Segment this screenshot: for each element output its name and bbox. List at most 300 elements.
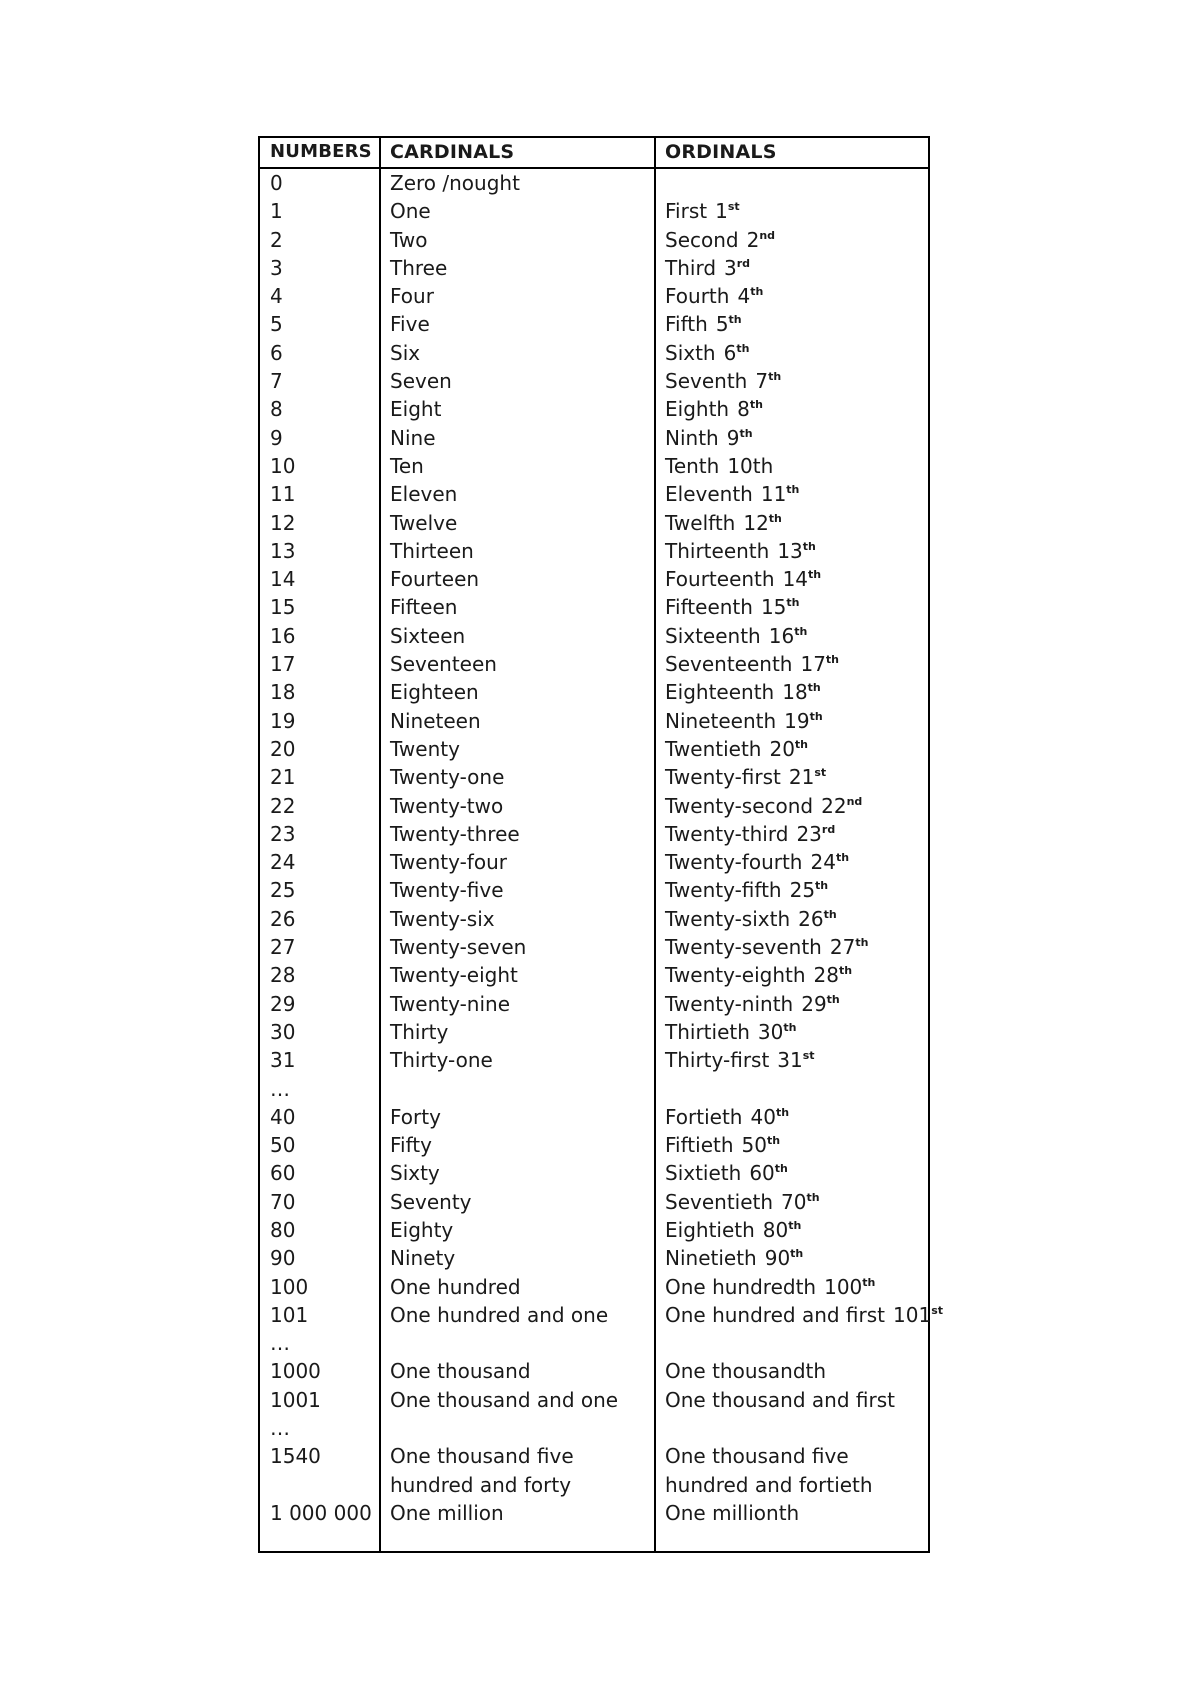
ordinal-cell (665, 197, 740, 225)
ordinal-word: Sixth (665, 340, 716, 365)
cardinal-cell: Twenty-nine (390, 991, 510, 1016)
number-cell: 1 000 000 (270, 1500, 372, 1525)
table-row (260, 395, 928, 423)
number-cell: 20 (270, 736, 296, 761)
number-cell: 40 (270, 1104, 296, 1129)
ordinal-word: One hundred and first (665, 1302, 886, 1327)
ordinal-abbrev-number: 27 (829, 935, 856, 960)
ordinal-abbrev-number: 23 (796, 821, 822, 846)
number-cell: 15 (270, 595, 296, 620)
number-cell: 21 (270, 765, 296, 790)
ordinal-abbrev-number: 80 (762, 1217, 789, 1242)
ordinal-suffix: th (739, 426, 753, 440)
table-row (260, 424, 928, 452)
table-row (260, 820, 928, 848)
ordinal-cell (665, 905, 837, 933)
ordinal-suffix: th (806, 1190, 820, 1204)
cardinal-cell: Three (390, 255, 448, 280)
ordinal-suffix: th (808, 568, 822, 582)
cardinal-cell: Eighty (390, 1217, 454, 1242)
ordinal-abbrev (749, 1161, 788, 1185)
ordinal-abbrev-number: 12 (743, 510, 769, 535)
ordinal-abbrev (747, 228, 775, 252)
table-row (260, 961, 928, 989)
ordinal-word: Ninth (665, 425, 719, 450)
ordinal-abbrev (737, 397, 763, 421)
cardinal-cell: Eight (390, 397, 442, 422)
ordinal-word: Ninetieth (665, 1246, 757, 1271)
cardinal-cell: Seven (390, 369, 452, 394)
number-cell: 1 (270, 199, 283, 224)
ordinal-word: One hundredth (665, 1274, 817, 1299)
ordinal-cell (665, 480, 799, 508)
number-cell: 101 (270, 1302, 309, 1327)
ordinal-cell (665, 1301, 943, 1329)
ordinal-cell (665, 1386, 895, 1414)
ordinal-abbrev (724, 341, 750, 365)
table-row (260, 537, 928, 565)
ordinal-abbrev (810, 850, 849, 874)
ordinal-abbrev (743, 511, 782, 535)
ordinal-word: Second (665, 227, 739, 252)
table-row (260, 452, 928, 480)
ordinal-word: Twenty-ninth (665, 991, 794, 1016)
number-cell: 3 (270, 255, 283, 280)
header-ordinals: ORDINALS (665, 141, 777, 163)
cardinal-cell: Two (390, 227, 428, 252)
table-row (260, 876, 928, 904)
ordinal-abbrev-number: 40 (750, 1104, 776, 1129)
number-cell: 29 (270, 991, 296, 1016)
ordinal-word: Eightieth (665, 1217, 755, 1242)
table-row (260, 593, 928, 621)
ordinal-abbrev-number: 4 (737, 284, 751, 309)
number-cell: 6 (270, 340, 283, 365)
ordinal-cell (665, 310, 742, 338)
ordinal-abbrev (777, 1048, 814, 1072)
ordinal-cell (665, 1273, 875, 1301)
table-row (260, 933, 928, 961)
ordinal-word: Sixteenth (665, 623, 761, 648)
ordinal-word: Eighteenth (665, 680, 775, 705)
table-row (260, 763, 928, 791)
cardinal-cell: Seventeen (390, 652, 497, 677)
ordinal-word: Seventh (665, 369, 748, 394)
ordinal-abbrev-number: 6 (723, 340, 737, 365)
ordinal-word: First (665, 199, 708, 224)
cardinal-cell: Twenty-three (390, 821, 520, 846)
ordinal-suffix: th (775, 1105, 790, 1119)
cardinal-cell: One hundred and one (390, 1302, 609, 1327)
number-cell: … (270, 1416, 290, 1441)
table-row (260, 565, 928, 593)
number-cell: 14 (270, 567, 296, 592)
ordinal-cell (665, 1357, 826, 1385)
ordinal-word: Sixtieth (665, 1161, 742, 1186)
number-cell: 30 (270, 1019, 296, 1044)
ordinal-suffix: th (794, 624, 808, 638)
cardinal-cell: Eleven (390, 482, 458, 507)
ordinal-cell (665, 282, 763, 310)
ordinal-abbrev (800, 652, 839, 676)
cardinal-cell: Ten (390, 453, 424, 478)
ordinal-cell (665, 820, 835, 848)
ordinal-word: Eighth (665, 397, 730, 422)
ordinal-abbrev-number: 15 (760, 595, 787, 620)
ordinal-cell (665, 622, 807, 650)
ordinal-cell (665, 1188, 820, 1216)
table-row (260, 1414, 928, 1442)
ordinal-word: Eleventh (665, 482, 753, 507)
header-cardinals: CARDINALS (390, 141, 515, 163)
ordinal-cell (665, 1499, 799, 1527)
ordinal-cell (665, 961, 852, 989)
number-cell: 90 (270, 1246, 296, 1271)
ordinal-cell (665, 254, 750, 282)
cardinal-cell: Four (390, 284, 434, 309)
ordinal-abbrev (763, 1218, 802, 1242)
table-row (260, 1103, 928, 1131)
ordinal-abbrev-number: 7 (755, 369, 769, 394)
number-cell: 23 (270, 821, 296, 846)
ordinal-abbrev-number: 60 (749, 1161, 775, 1186)
ordinal-abbrev (727, 426, 753, 450)
table-row (260, 1131, 928, 1159)
cardinal-cell: Twenty-six (390, 906, 495, 931)
ordinal-cell (665, 593, 800, 621)
table-row (260, 1357, 928, 1385)
ordinal-cell (665, 1244, 803, 1272)
ordinal-abbrev (724, 256, 750, 280)
ordinal-abbrev-number: 8 (737, 397, 750, 422)
number-cell: 8 (270, 397, 283, 422)
ordinal-suffix: th (790, 1247, 804, 1261)
cardinal-cell: Forty (390, 1104, 441, 1129)
cardinal-cell: Twenty-eight (390, 963, 518, 988)
ordinal-cell (665, 1018, 796, 1046)
ordinal-word: Thirteenth (665, 538, 770, 563)
table-row (260, 848, 928, 876)
ordinal-abbrev-number: 28 (813, 963, 839, 988)
ordinal-abbrev (755, 369, 781, 393)
cardinal-cell: Six (390, 340, 421, 365)
ordinal-abbrev (737, 284, 763, 308)
ordinal-suffix: th (736, 341, 750, 355)
ordinal-abbrev-number: 21 (788, 765, 815, 790)
number-cell: 80 (270, 1217, 296, 1242)
table-row (260, 282, 928, 310)
ordinal-abbrev-number: 100 (824, 1274, 863, 1299)
ordinal-abbrev (783, 567, 822, 591)
ordinal-cell (665, 395, 763, 423)
ordinal-word: One millionth (665, 1500, 800, 1525)
ordinal-abbrev (814, 963, 853, 987)
number-cell: 26 (270, 906, 296, 931)
table-row (260, 905, 928, 933)
cardinal-cell: Twenty-one (390, 765, 505, 790)
ordinal-cell (665, 537, 816, 565)
ordinal-abbrev-number: 11 (760, 482, 787, 507)
table-row (260, 226, 928, 254)
number-cell: 10 (270, 453, 296, 478)
ordinal-word: Fiftieth (665, 1133, 734, 1158)
ordinal-word: Fortieth (665, 1104, 743, 1129)
ordinal-word: Fifteenth (665, 595, 753, 620)
ordinal-suffix: th (815, 879, 829, 893)
ordinal-word: Seventeenth (665, 652, 793, 677)
ordinal-abbrev-number: 22 (821, 793, 847, 818)
table-row (260, 509, 928, 537)
ordinal-suffix: th (750, 285, 764, 299)
ordinal-cell (665, 1046, 815, 1074)
cardinal-cell: One thousand and one (390, 1387, 619, 1412)
ordinal-suffix: th (766, 1134, 781, 1148)
number-cell: 50 (270, 1133, 296, 1158)
table-row (260, 1046, 928, 1074)
table-row (260, 622, 928, 650)
ordinal-word: Twenty-sixth (665, 906, 791, 931)
number-cell: 24 (270, 850, 296, 875)
ordinal-word: Nineteenth (665, 708, 777, 733)
ordinal-abbrev (727, 454, 773, 478)
ordinal-abbrev-number: 26 (798, 906, 824, 931)
ordinal-suffix: nd (846, 794, 863, 808)
ordinal-suffix: th (862, 1275, 876, 1289)
ordinal-abbrev (789, 765, 826, 789)
ordinal-suffix: nd (759, 228, 776, 242)
number-cell: 25 (270, 878, 296, 903)
number-cell: 19 (270, 708, 296, 733)
cardinal-cell: Twenty-two (390, 793, 504, 818)
number-cell: 0 (270, 171, 283, 195)
ordinal-abbrev (824, 1275, 875, 1299)
ordinal-word: One thousandth (665, 1359, 827, 1384)
ordinal-suffix: th (807, 681, 821, 695)
ordinal-abbrev (801, 992, 840, 1016)
number-cell: 22 (270, 793, 296, 818)
number-cell: 5 (270, 312, 283, 337)
ordinal-word: Twenty-seventh (665, 935, 822, 960)
ordinal-cell (665, 792, 862, 820)
ordinal-abbrev (769, 737, 808, 761)
ordinal-suffix: th (802, 539, 816, 553)
cardinal-cell: One million (390, 1500, 504, 1525)
ordinal-abbrev (716, 312, 742, 336)
cardinal-cell: Twenty-seven (390, 935, 527, 960)
ordinal-word: Twenty-fourth (665, 850, 803, 875)
ordinal-abbrev-number: 90 (764, 1246, 791, 1271)
ordinal-suffix: st (931, 1303, 944, 1317)
ordinal-suffix: th (794, 737, 809, 751)
table-row (260, 1244, 928, 1272)
ordinal-suffix: th (825, 653, 840, 667)
ordinal-abbrev (790, 878, 829, 902)
number-cell: 60 (270, 1161, 296, 1186)
ordinal-suffix: th (823, 907, 837, 921)
table-row (260, 990, 928, 1018)
number-cell: 1001 (270, 1387, 321, 1412)
ordinal-abbrev-number: 30 (757, 1019, 784, 1044)
ordinal-abbrev-number: 50 (741, 1133, 767, 1158)
ordinal-word: Twentieth (665, 736, 762, 761)
ordinal-abbrev-number: 5 (715, 312, 729, 337)
ordinal-suffix: th (768, 370, 782, 384)
cardinal-cell: Nine (390, 425, 436, 450)
ordinal-suffix: th (786, 483, 800, 497)
ordinal-abbrev-number: 31 (777, 1048, 803, 1073)
table-row (260, 1386, 928, 1414)
table-row (260, 1216, 928, 1244)
ordinal-abbrev (777, 539, 816, 563)
ordinal-cell (665, 1216, 801, 1244)
ordinal-abbrev-number: 19 (784, 708, 810, 733)
ordinal-word: Fourth (665, 284, 730, 309)
ordinal-word: Tenth (665, 453, 720, 478)
ordinal-word: One thousand five hundred and fortieth (665, 1444, 873, 1497)
ordinal-cell (665, 424, 753, 452)
ordinal-suffix: th (728, 313, 742, 327)
table-row (260, 1329, 928, 1357)
cardinal-cell: Sixteen (390, 623, 466, 648)
header-numbers: NUMBERS (270, 141, 372, 162)
table-row (260, 1442, 928, 1499)
ordinal-suffix: th (809, 709, 823, 723)
ordinal-cell (665, 876, 828, 904)
ordinal-abbrev-number: 20 (769, 736, 795, 761)
number-cell: 13 (270, 538, 296, 563)
table-row (260, 1075, 928, 1103)
cardinal-cell: Fifty (390, 1133, 432, 1158)
table-row (260, 707, 928, 735)
ordinal-cell (665, 990, 840, 1018)
ordinal-word: Twenty-eighth (665, 963, 806, 988)
cardinal-cell: One (390, 199, 431, 224)
number-cell: 12 (270, 510, 296, 535)
cardinal-cell: Thirty (390, 1019, 449, 1044)
ordinal-abbrev (761, 482, 800, 506)
ordinal-cell (665, 650, 839, 678)
ordinal-cell (665, 735, 808, 763)
ordinal-suffix: th (774, 1162, 788, 1176)
table-row (260, 310, 928, 338)
ordinal-suffix: th (835, 851, 850, 865)
ordinal-cell (665, 763, 826, 791)
ordinal-cell (665, 1159, 788, 1187)
cardinal-cell: One thousand five hundred and forty (390, 1444, 574, 1497)
ordinal-cell (665, 565, 821, 593)
ordinal-suffix: th (839, 964, 853, 978)
cardinal-cell: Five (390, 312, 430, 337)
ordinal-abbrev-number: 13 (777, 538, 803, 563)
ordinal-cell (665, 339, 749, 367)
ordinal-suffix: th (788, 1218, 802, 1232)
number-cell: 16 (270, 623, 296, 648)
table-row (260, 480, 928, 508)
ordinal-cell (665, 933, 868, 961)
table-row (260, 197, 928, 225)
ordinal-abbrev (715, 199, 740, 223)
number-cell: 17 (270, 652, 296, 677)
ordinal-word: Twenty-third (665, 821, 789, 846)
ordinal-abbrev-number: 14 (782, 567, 809, 592)
ordinal-abbrev-number: 70 (781, 1189, 807, 1214)
number-cell: 2 (270, 227, 283, 252)
ordinal-cell (665, 678, 821, 706)
ordinal-suffix: th (768, 511, 782, 525)
ordinal-cell (665, 707, 823, 735)
cardinal-cell: One thousand (390, 1359, 531, 1384)
ordinal-suffix: th (826, 992, 840, 1006)
ordinal-abbrev-number: 29 (801, 991, 827, 1016)
table-row (260, 792, 928, 820)
ordinal-cell (665, 367, 781, 395)
cardinal-cell: Thirty-one (390, 1048, 493, 1073)
ordinal-abbrev (782, 680, 821, 704)
ordinal-suffix: th (749, 398, 763, 412)
table-row (260, 254, 928, 282)
number-cell: 70 (270, 1189, 296, 1214)
number-cell: 100 (270, 1274, 309, 1299)
cardinal-cell: Nineteen (390, 708, 481, 733)
ordinal-abbrev-number: 9 (726, 425, 740, 450)
ordinal-abbrev-number: 17 (800, 652, 826, 677)
table-row (260, 339, 928, 367)
ordinal-abbrev (893, 1303, 943, 1327)
ordinal-abbrev-number: 3 (724, 255, 737, 280)
ordinal-cell (665, 1103, 789, 1131)
cardinal-cell: One hundred (390, 1274, 521, 1299)
ordinal-abbrev-number: 16 (768, 623, 795, 648)
number-cell: 31 (270, 1048, 296, 1073)
ordinal-cell (665, 452, 773, 480)
table-row (260, 1018, 928, 1046)
ordinal-word: Twenty-first (665, 765, 781, 790)
ordinal-abbrev (758, 1020, 797, 1044)
ordinal-abbrev (830, 935, 869, 959)
table-row (260, 1273, 928, 1301)
ordinal-word: Thirty-first (665, 1048, 770, 1073)
ordinal-abbrev (798, 907, 837, 931)
ordinal-word: Twelfth (665, 510, 736, 535)
ordinal-word: Twenty-second (665, 793, 814, 818)
table-row (260, 367, 928, 395)
number-cell: 18 (270, 680, 296, 705)
ordinal-cell (665, 1131, 780, 1159)
table-row (260, 1301, 944, 1329)
ordinal-abbrev-number: 25 (789, 878, 816, 903)
ordinal-cell (665, 1442, 927, 1499)
ordinal-abbrev (750, 1105, 789, 1129)
ordinal-abbrev-number: 18 (782, 680, 808, 705)
ordinal-abbrev-number: 2 (746, 227, 760, 252)
ordinal-abbrev (821, 794, 862, 818)
table-row (260, 169, 928, 197)
cardinal-cell: Eighteen (390, 680, 479, 705)
ordinal-word: One thousand and first (665, 1387, 895, 1412)
ordinal-abbrev (769, 624, 808, 648)
ordinal-abbrev (784, 709, 823, 733)
ordinal-suffix: rd (821, 822, 836, 836)
cardinal-cell: Fifteen (390, 595, 458, 620)
ordinal-cell (665, 226, 775, 254)
ordinal-abbrev-number: 1 (715, 199, 728, 224)
ordinal-suffix: th (855, 936, 869, 950)
cardinal-cell: Sixty (390, 1161, 440, 1186)
ordinal-suffix: st (814, 766, 827, 780)
number-cell: 7 (270, 369, 283, 394)
ordinal-abbrev (761, 595, 800, 619)
ordinal-word: Seventieth (665, 1189, 774, 1214)
